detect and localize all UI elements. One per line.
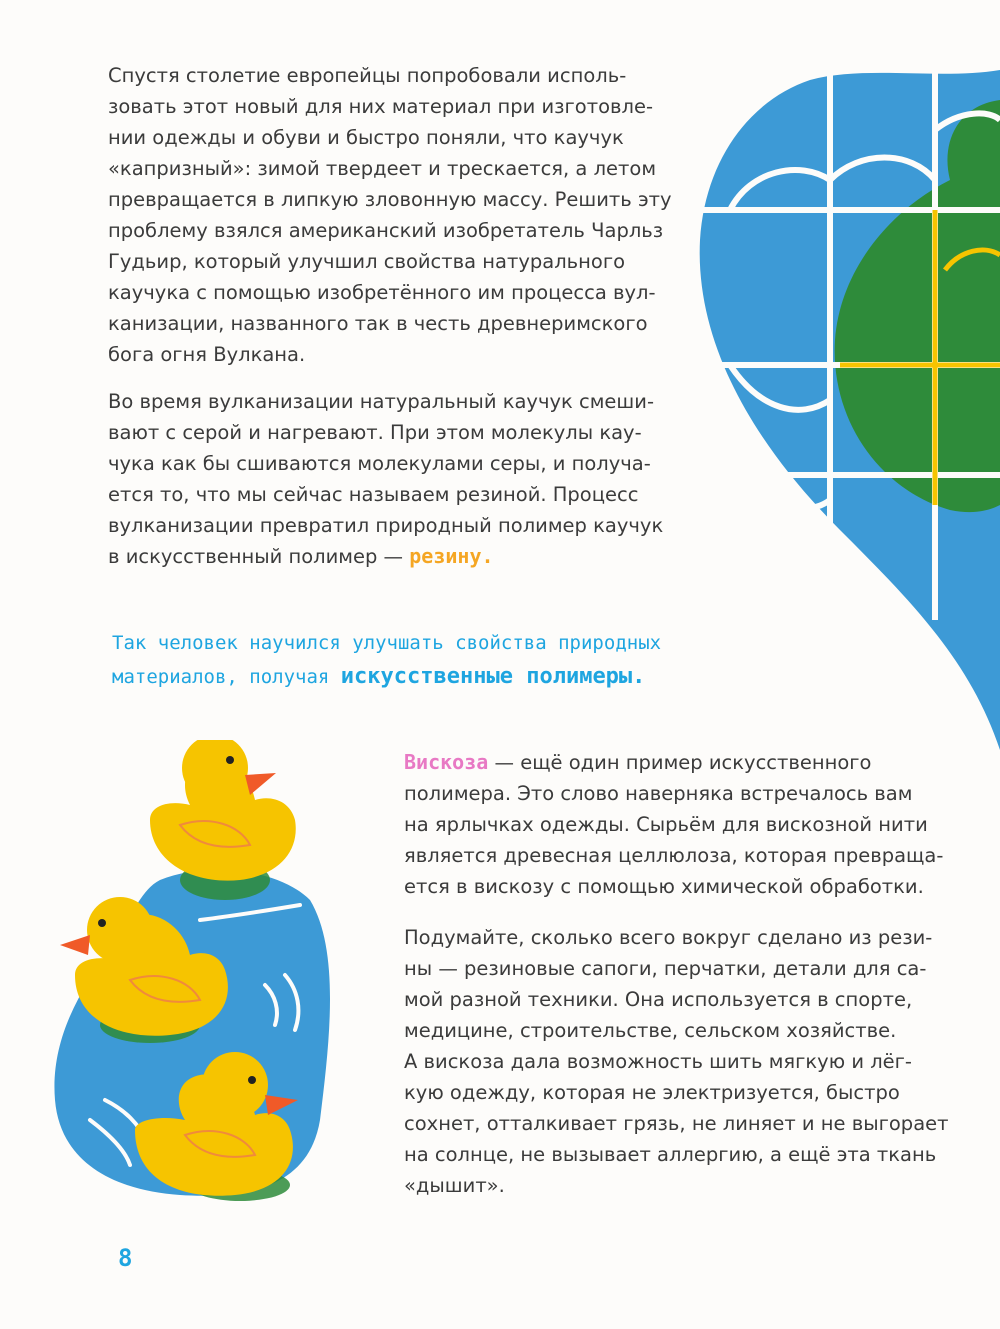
text-line: вают с серой и нагревают. При этом молекулы кау- bbox=[108, 421, 642, 444]
rubber-ducks-illustration bbox=[40, 740, 360, 1210]
text-line: бога огня Вулкана. bbox=[108, 343, 306, 366]
text-line: на солнце, не вызывает аллергию, а ещё эта ткань bbox=[404, 1143, 937, 1166]
text-line bbox=[108, 541, 668, 572]
text-line: А вискоза дала возможность шить мягкую и лёг- bbox=[404, 1050, 912, 1073]
paragraph-viscose bbox=[404, 747, 964, 902]
text-line: полимера. Это слово наверняка встречалось вам bbox=[404, 782, 913, 805]
text-line: на ярлычках одежды. Сырьём для вискозной нити bbox=[404, 813, 928, 836]
text-fragment: в искусственный полимер — bbox=[108, 545, 410, 568]
page-number: 8 bbox=[118, 1244, 133, 1272]
text-line: Во время вулканизации натуральный каучук смеши- bbox=[108, 390, 654, 413]
text-line: Гудьир, который улучшил свойства натурального bbox=[108, 250, 626, 273]
paragraph-vulcanization bbox=[108, 386, 668, 572]
highlight-viscose: Вискоза bbox=[404, 750, 489, 774]
callout-artificial-polymers bbox=[112, 626, 692, 694]
window-heart-illustration bbox=[690, 60, 1000, 760]
text-line: каучука с помощью изобретённого им процесса вул- bbox=[108, 281, 656, 304]
text-line: нии одежды и обуви и быстро поняли, что каучук bbox=[108, 126, 624, 149]
text-fragment: — ещё один пример искусственного bbox=[488, 751, 872, 774]
text-line: проблему взялся американский изобретатель Чарльз bbox=[108, 219, 664, 242]
highlight-rubber: резину. bbox=[409, 544, 494, 568]
text-line: канизации, названного так в честь древнеримского bbox=[108, 312, 648, 335]
text-line: ется то, что мы сейчас называем резиной. Процесс bbox=[108, 483, 639, 506]
text-line: превращается в липкую зловонную массу. Решить эту bbox=[108, 188, 672, 211]
callout-fragment: материалов, получая bbox=[112, 666, 341, 688]
text-line: мой разной техники. Она используется в спорте, bbox=[404, 988, 913, 1011]
text-line: кую одежду, которая не электризуется, быстро bbox=[404, 1081, 900, 1104]
text-line: Подумайте, сколько всего вокруг сделано из рези- bbox=[404, 926, 933, 949]
paragraph-rubber-history bbox=[108, 60, 672, 370]
text-line: ется в вискозу с помощью химической обработки. bbox=[404, 875, 924, 898]
text-line: медицине, строительстве, сельском хозяйстве. bbox=[404, 1019, 897, 1042]
callout-line bbox=[112, 660, 692, 694]
text-line: является древесная целлюлоза, которая превраща- bbox=[404, 844, 944, 867]
text-line: Спустя столетие европейцы попробовали исполь- bbox=[108, 64, 627, 87]
callout-line: Так человек научился улучшать свойства природных bbox=[112, 632, 662, 654]
paragraph-uses bbox=[404, 922, 964, 1201]
text-line: ны — резиновые сапоги, перчатки, детали для са- bbox=[404, 957, 927, 980]
text-line: чука как бы сшиваются молекулами серы, и получа- bbox=[108, 452, 651, 475]
callout-emphasis: искусственные полимеры. bbox=[340, 664, 646, 689]
text-line: «капризный»: зимой твердеет и трескается, а летом bbox=[108, 157, 657, 180]
text-line: зовать этот новый для них материал при изготовле- bbox=[108, 95, 653, 118]
text-line: вулканизации превратил природный полимер каучук bbox=[108, 514, 664, 537]
text-line bbox=[404, 747, 964, 778]
text-line: сохнет, отталкивает грязь, не линяет и не выгорает bbox=[404, 1112, 949, 1135]
text-line: «дышит». bbox=[404, 1174, 505, 1197]
